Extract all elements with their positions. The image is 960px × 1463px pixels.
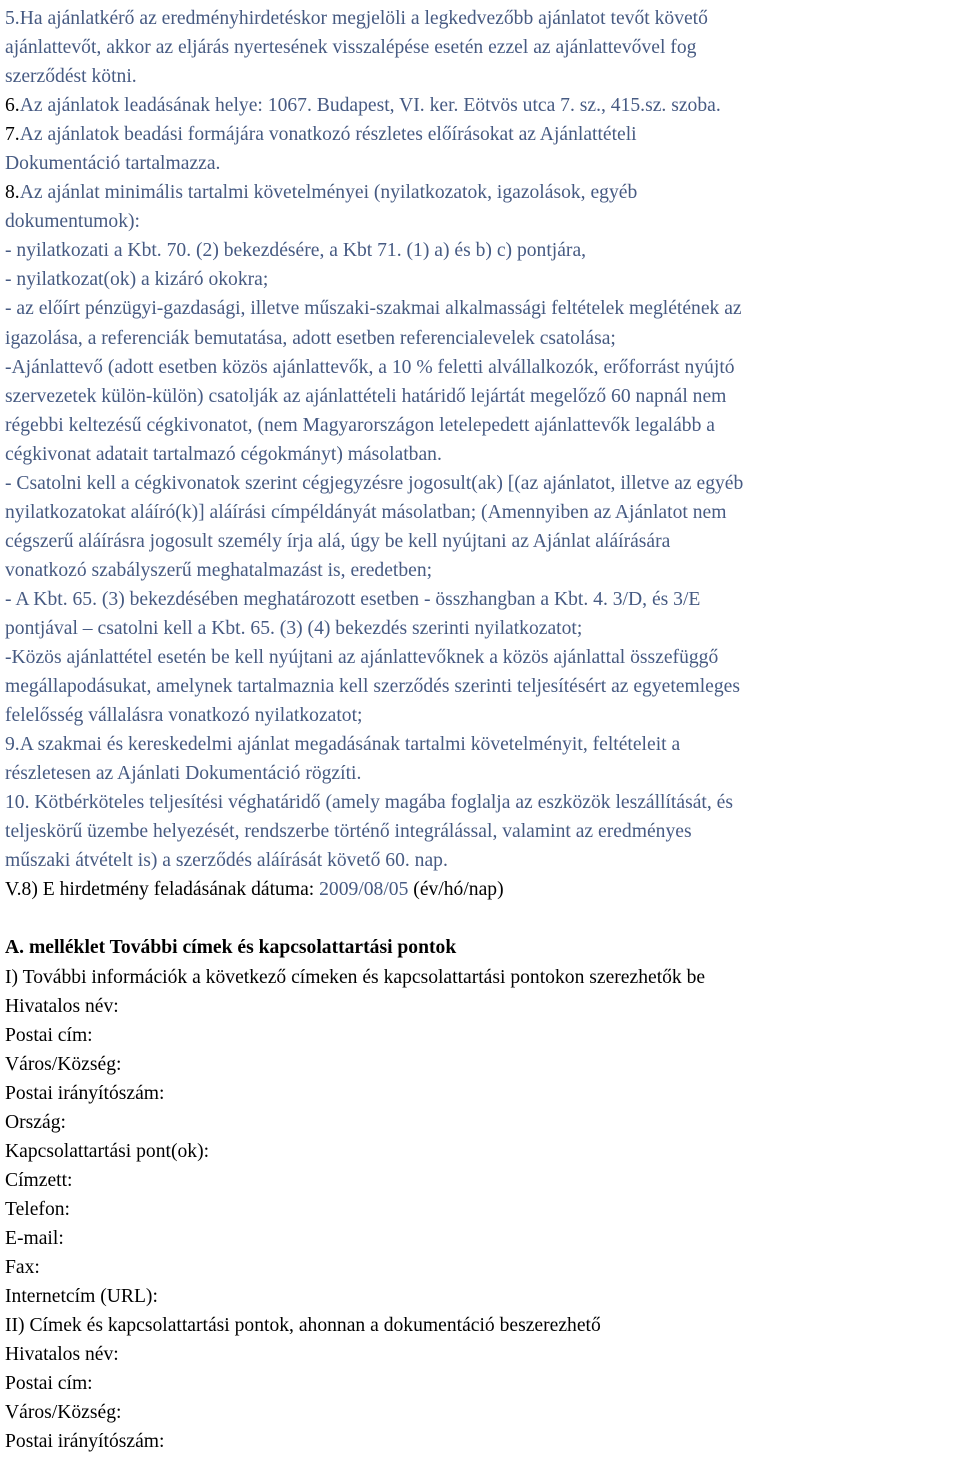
annex-heading: A. melléklet További címek és kapcsolattartási pontok	[5, 937, 457, 959]
annex-section-2-title: II) Címek és kapcsolattartási pontok, ahonnan a dokumentáció beszerezhető	[5, 1315, 601, 1337]
text-line	[5, 556, 956, 585]
text-segment: műszaki átvételt is) a szerződés aláírását követő 60. nap.	[5, 850, 448, 872]
text-line	[5, 382, 956, 411]
text-line	[5, 817, 956, 846]
text-segment: szervezetek külön-külön) csatolják az ajánlattételi határidő lejártát megelőző 60 napnál nem	[5, 385, 727, 407]
text-segment: - az előírt pénzügyi-gazdasági, illetve műszaki-szakmai alkalmassági feltételek meglétének az	[5, 298, 742, 320]
text-line	[5, 207, 956, 236]
text-segment: 2009/08/05	[319, 879, 409, 901]
field-label: Postai cím:	[5, 1373, 93, 1395]
text-segment: szerződést kötni.	[5, 66, 137, 88]
field-label: Postai cím:	[5, 1024, 93, 1046]
text-segment: - nyilatkozati a Kbt. 70. (2) bekezdésére, a Kbt 71. (1) a) és b) c) pontjára,	[5, 240, 587, 262]
text-line	[5, 469, 956, 498]
text-line	[5, 527, 956, 556]
text-segment: felelősség vállalásra vonatkozó nyilatkozatot;	[5, 705, 363, 727]
text-line	[5, 585, 956, 614]
field-label: Város/Község:	[5, 1402, 122, 1424]
text-segment: cégszerű aláírásra jogosult személy írja alá, úgy be kell nyújtani az Ajánlat aláírására	[5, 530, 671, 552]
text-segment: A szakmai és kereskedelmi ajánlat megadásának tartalmi követelményit, feltételeit a	[19, 734, 681, 756]
text-line	[5, 294, 956, 323]
annex-section-1-title: I) További információk a következő címeken és kapcsolattartási pontokon szerezhetők be	[5, 966, 706, 988]
field-label: Postai irányítószám:	[5, 1082, 165, 1104]
text-segment: megállapodásukat, amelynek tartalmaznia kell szerződés szerinti teljesítésért az egyetemleges	[5, 676, 740, 698]
field-label: Telefon:	[5, 1198, 70, 1220]
text-segment: - A Kbt. 65. (3) bekezdésében meghatározott esetben - összhangban a Kbt. 4. 3/D, és 3/E	[5, 588, 701, 610]
text-segment: 8.	[5, 182, 20, 204]
text-segment: -Közös ajánlattétel esetén be kell nyújtani az ajánlattevőknek a közös ajánlattal összefüggő	[5, 647, 719, 669]
text-segment: (év/hó/nap)	[408, 879, 504, 901]
field-label: Postai irányítószám:	[5, 1431, 165, 1453]
text-segment: cégkivonat adatait tartalmazó cégokmányt) másolatban.	[5, 443, 442, 465]
field-label: Város/Község:	[5, 1053, 122, 1075]
text-line	[5, 236, 956, 265]
text-line	[5, 672, 956, 701]
text-line	[5, 643, 956, 672]
text-line	[5, 759, 956, 788]
text-segment: dokumentumok):	[5, 211, 140, 233]
field-label: Hivatalos név:	[5, 1344, 119, 1366]
field-label: Fax:	[5, 1256, 40, 1278]
annex-section-2-fields	[5, 1340, 956, 1456]
text-segment: Az ajánlatok beadási formájára vonatkozó részletes előírásokat az Ajánlattételi	[19, 124, 637, 146]
field-label: E-mail:	[5, 1227, 64, 1249]
tender-conditions	[5, 4, 956, 904]
field-label: Címzett:	[5, 1169, 73, 1191]
text-line	[5, 411, 956, 440]
text-segment: régebbi keltezésű cégkivonatot, (nem Magyarországon letelepedett ajánlattevők legalább a	[5, 414, 715, 436]
text-line	[5, 846, 956, 875]
text-line	[5, 440, 956, 469]
text-segment: 6.	[5, 95, 20, 117]
text-segment: 7.	[5, 124, 20, 146]
text-segment: nyilatkozatokat aláíró(k)] aláírási címpéldányát másolatban; (Amennyiben az Ajánlatot nem	[5, 501, 727, 523]
text-line	[5, 33, 956, 62]
text-segment: 5.	[5, 8, 20, 29]
field-label: Hivatalos név:	[5, 995, 119, 1017]
text-line	[5, 149, 956, 178]
text-segment: részletesen az Ajánlati Dokumentáció rögzíti.	[5, 763, 362, 785]
field-label: Kapcsolattartási pont(ok):	[5, 1140, 210, 1162]
text-line	[5, 4, 956, 33]
text-line	[5, 120, 956, 149]
field-label: Internetcím (URL):	[5, 1286, 158, 1308]
text-segment: teljeskörű üzembe helyezését, rendszerbe történő integrálással, valamint az eredményes	[5, 821, 692, 843]
text-line	[5, 62, 956, 91]
field-label: Ország:	[5, 1111, 66, 1133]
text-segment: vonatkozó szabályszerű meghatalmazást is, eredetben;	[5, 559, 433, 581]
text-line	[5, 265, 956, 294]
text-segment: -Ajánlattevő (adott esetben közös ajánlattevők, a 10 % feletti alvállalkozók, erőforrást nyújtó	[5, 356, 735, 378]
text-line	[5, 353, 956, 382]
text-line	[5, 701, 956, 730]
text-segment: 9.	[5, 734, 20, 756]
text-segment: Dokumentáció tartalmazza.	[5, 153, 221, 175]
text-line	[5, 498, 956, 527]
text-line	[5, 614, 956, 643]
text-line	[5, 178, 956, 207]
text-segment: V.8) E hirdetmény feladásának dátuma:	[5, 879, 320, 901]
text-segment: igazolása, a referenciák bemutatása, adott esetben referencialevelek csatolása;	[5, 327, 616, 349]
text-line	[5, 788, 956, 817]
text-line	[5, 324, 956, 353]
text-segment: Az ajánlat minimális tartalmi követelményei (nyilatkozatok, igazolások, egyéb	[19, 182, 638, 204]
text-line	[5, 730, 956, 759]
text-segment: - nyilatkozat(ok) a kizáró okokra;	[5, 269, 269, 291]
text-segment: ajánlattevőt, akkor az eljárás nyertesének visszalépése esetén ezzel az ajánlattevővel fog	[5, 37, 697, 59]
text-segment: 10. Kötbérköteles teljesítési véghatáridő (amely magába foglalja az eszközök leszállítását, és	[5, 792, 733, 814]
text-segment: pontjával – csatolni kell a Kbt. 65. (3) (4) bekezdés szerinti nyilatkozatot;	[5, 617, 583, 639]
text-line	[5, 875, 956, 904]
annex-section-1-fields	[5, 992, 956, 1312]
text-line	[5, 91, 956, 120]
text-segment: - Csatolni kell a cégkivonatok szerint cégjegyzésre jogosult(ak) [(az ajánlatot, illetve az egyéb	[5, 472, 744, 494]
text-segment: Az ajánlatok leadásának helye: 1067. Budapest, VI. ker. Eötvös utca 7. sz., 415.sz. szoba.	[19, 95, 721, 117]
spacer	[5, 904, 956, 933]
text-segment: Ha ajánlatkérő az eredményhirdetéskor megjelöli a legkedvezőbb ajánlatot tevőt követő	[19, 8, 708, 29]
